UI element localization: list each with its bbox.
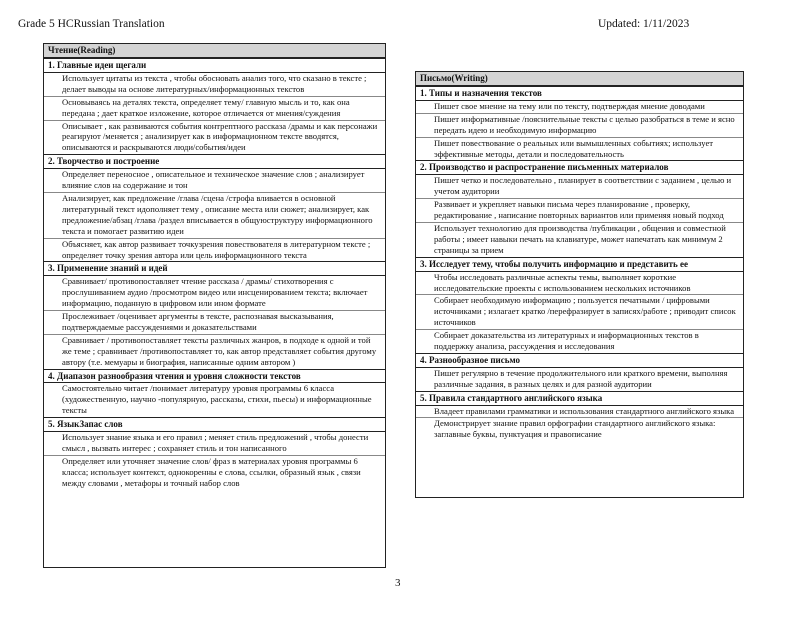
reading-standard-item: Сравнивает / противопоставляет тексты различных жанров, в подходе к одной и той же теме ; сравнивает /противопоставляет то, как автор представляет события другому автору (т.е. мемуары и биография, написанные одним автором ): [62, 334, 377, 367]
writing-section-items: [416, 406, 743, 442]
reading-table-title: Чтение(Reading): [44, 44, 385, 58]
writing-standard-item: Демонстрирует знание правил орфографии стандартного английского языка: заглавные буквы, пунктуация и правописание: [434, 418, 716, 440]
reading-standard-item: Прослеживает /оценивает аргументы в тексте, распознавая высказывания, подтверждаемые рассуждениями и доказательствами: [44, 311, 385, 335]
reading-section-title: 1. Главные идеи щегали: [44, 58, 385, 73]
writing-standard-item: Пишет свое мнение на тему или по тексту, подтверждая мнение доводами: [416, 101, 743, 114]
writing-section-items: [416, 272, 743, 353]
writing-standard-item: Пишет четко и последовательно , планирует в соответствии с заданием , целью и учетом аудитории: [416, 175, 743, 199]
writing-section-items: [416, 368, 743, 391]
header-updated-date: Updated: 1/11/2023: [598, 18, 690, 30]
reading-section-items: [44, 432, 385, 490]
reading-section-title: 3. Применение знаний и идей: [44, 261, 385, 276]
reading-standard-item: Описывает , как развиваются события контрептного рассказа /драмы и как персонажи реагируют /меняется ; анализирует как в информационном тексте вводятся, описываются и раскрываются люди/события/идеи: [62, 120, 378, 153]
writing-standard-item: Развивает и укрепляет навыки письма через планирование , проверку, редактирование , написание повторных вариантов или применяя новый подход: [416, 199, 743, 223]
writing-standard-item: Пишет регулярно в течение продолжительного или краткого времени, выполняя различные задания, в разных целях и для разной аудитории: [434, 367, 728, 389]
reading-section-items: [44, 276, 385, 368]
reading-section-title: 4. Диапазон разнообразия чтения и уровня сложности текстов: [44, 369, 385, 384]
reading-standard-item: Использует знание языка и его правил ; меняет стиль предложений , чтобы донести смысл , вызвать интерес ; сохраняет стиль и тон написанного: [44, 432, 385, 456]
page-number: 3: [395, 577, 401, 589]
reading-standard-item: Анализирует, как предложение /глава /сцена /строфа вливается в основной литературный текст идополняет тему , описание места или сюжет; анализирует, как предложение/абзац /глава /раздел вписывается в общуюструктуру информационного текста и помогает развитию идеи: [44, 193, 385, 239]
reading-section-items: [44, 73, 385, 154]
reading-standard-item: Самостоятельно читает /понимает литературу уровня программы 6 класса (художественную, научно -популярную, рассказы, стихи, пьесы) и информационные тексты: [62, 383, 372, 416]
reading-section-items: [44, 383, 385, 417]
writing-section-items: [416, 101, 743, 161]
writing-standard-item: Владеет правилами грамматики и использования стандартного английского языка: [416, 406, 743, 419]
writing-standard-item: Собирает необходимую информацию ; пользуется печатными / цифровыми источниками ; излагает кратко /перефразирует в записях/работе ; приводит список источников: [416, 295, 743, 330]
writing-table: [415, 71, 744, 498]
reading-standard-item: Определяет переносное , описательное и техническое значение слов ; анализирует влияние слов на содержание и тон: [44, 169, 385, 193]
writing-section-title: 2. Производство и распространение письменных материалов: [416, 160, 743, 175]
writing-standard-item: Собирает доказательства из литературных и информационных текстов в поддержку анализа, рассуждения и исследования: [434, 330, 699, 352]
writing-standard-item: Пишет информативные /пояснительные тексты с целью разобраться в теме и ясно передать идею и необходимую информацию: [416, 114, 743, 138]
header-title: Grade 5 HCRussian Translation: [18, 18, 165, 30]
reading-table: [43, 43, 386, 568]
writing-table-title: Письмо(Writing): [416, 72, 743, 86]
reading-section-title: 2. Творчество и построение: [44, 154, 385, 169]
reading-standard-item: Объясняет, как автор развивает точкузрения повествователя в литературном тексте ; определяет точку зрения автора или цель информационного текста: [62, 238, 371, 260]
writing-section-title: 5. Правила стандартного английского языка: [416, 391, 743, 406]
reading-section-items: [44, 169, 385, 261]
writing-standard-item: Использует технологию для производства /публикации , общения и совместной работы ; имеет навыки печать на клавиатуре, может напечатать как минимум 2 страницы за прием: [434, 222, 726, 255]
writing-section-title: 1. Типы и назначения текстов: [416, 86, 743, 101]
writing-section-title: 4. Разнообразное письмо: [416, 353, 743, 368]
writing-section-items: [416, 175, 743, 256]
writing-section-title: 3. Исследует тему, чтобы получить информацию и представить ее: [416, 257, 743, 272]
reading-standard-item: Определяет или уточняет значение слов/ фраз в материалах уровня программы 6 класса; использует контекст, однокоренны е слова, ссылки, образный язык , связи между словами , метафоры и точный набор слов: [62, 455, 361, 488]
reading-standard-item: Сравнивает/ противопоставляет чтение рассказа / драмы/ стихотворения с прослушиванием аудио /просмотром видео или инсценированием текста; включает информацию, поданную в цифровом или ином формате: [44, 276, 385, 311]
reading-section-title: 5. ЯзыкЗапас слов: [44, 417, 385, 432]
reading-standard-item: Основываясь на деталях текста, определяет тему/ главную мысль и то, как она передана ; дает краткое изложение, которое отличается от мнения/суждения: [44, 97, 385, 121]
writing-standard-item: Чтобы исследовать различные аспекты темы, выполняет короткие исследовательские проекты с использованием нескольких источников: [416, 272, 743, 296]
reading-standard-item: Использует цитаты из текста , чтобы обосновать анализ того, что сказано в тексте ; делает выводы на основе литературных/информационных текстов: [44, 73, 385, 97]
writing-standard-item: Пишет повествование о реальных или вымышленных событиях; использует эффективные методы, детали и последовательность: [434, 137, 714, 159]
